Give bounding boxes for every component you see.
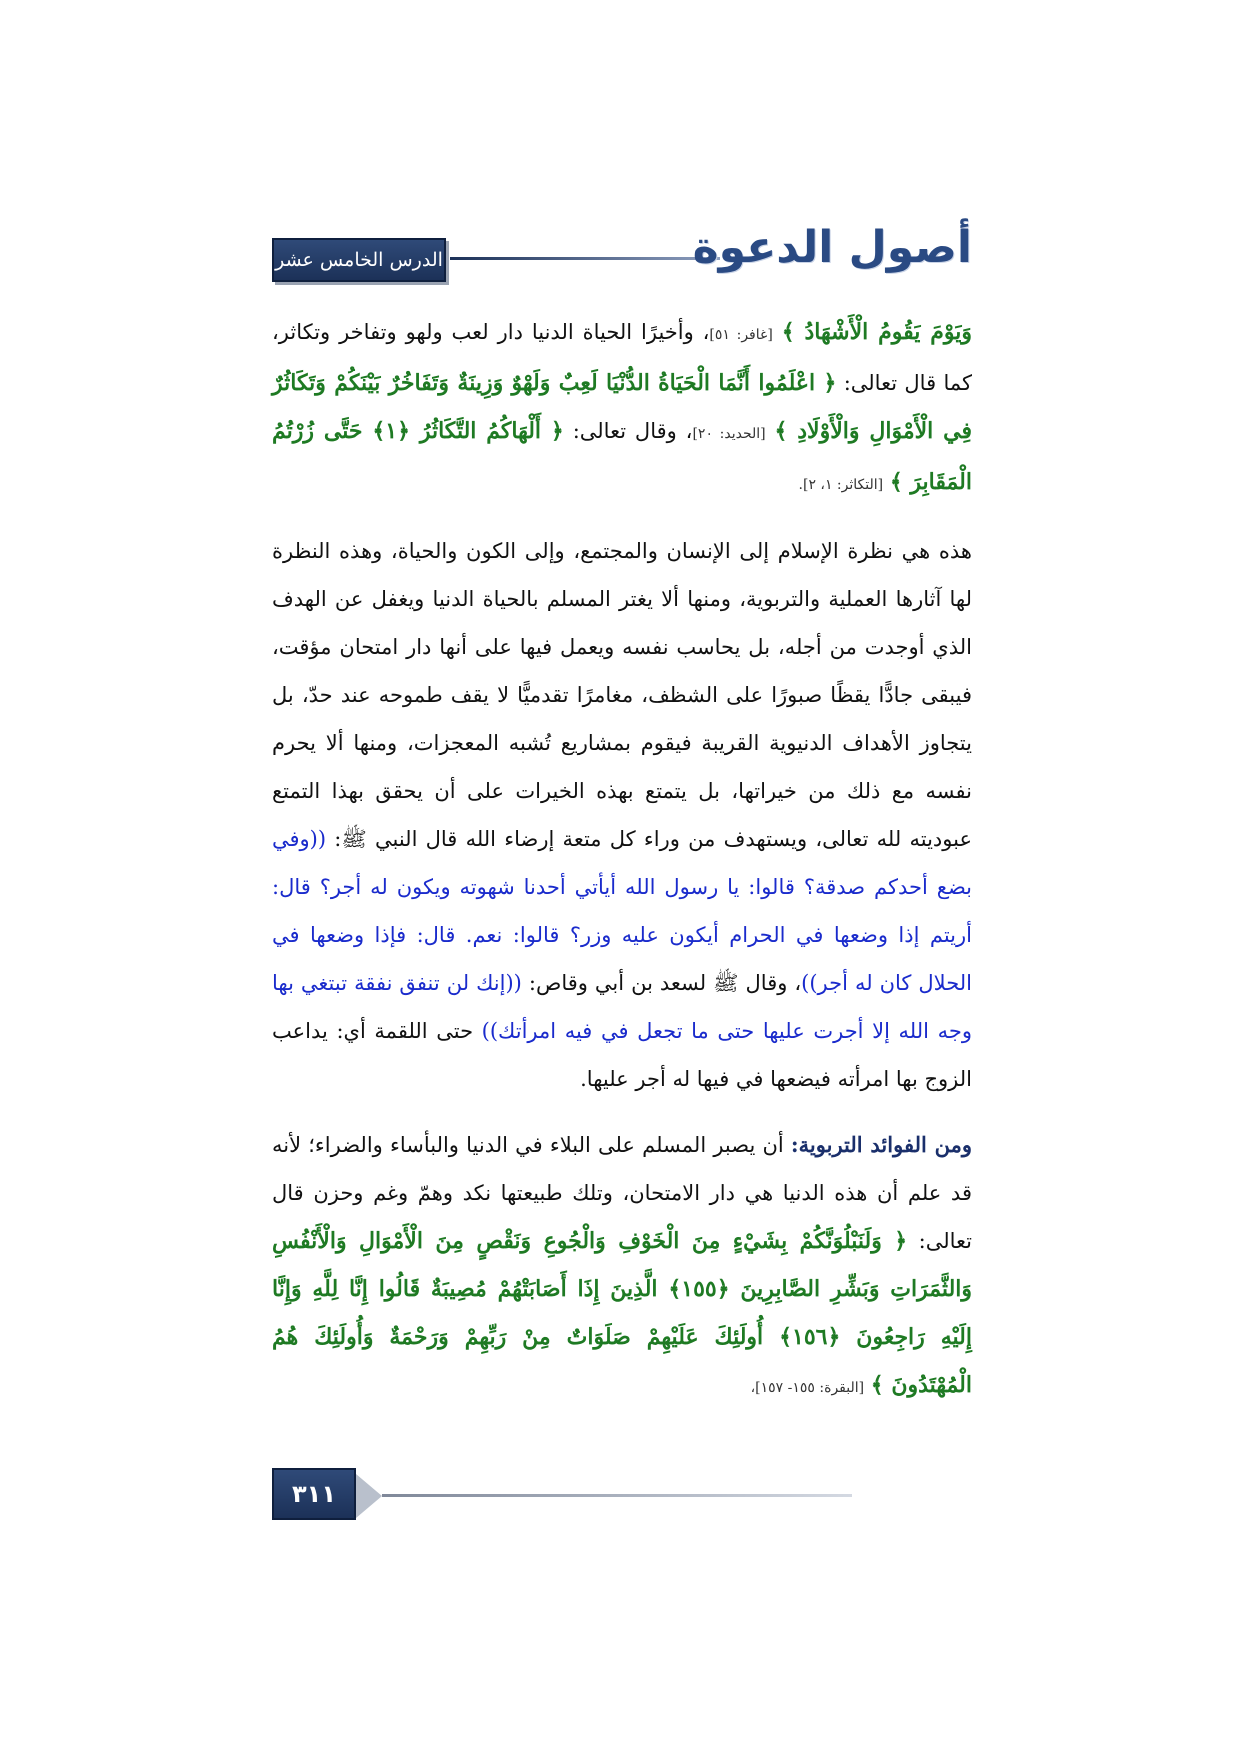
body-text: أن يصبر المسلم على البلاء في الدنيا والبأساء والضراء؛ لأنه قد علم أن هذه الدنيا هي دار الامتحان، وتلك طبيعتها نكد وهمّ وغم وحزن قال تعالى: [272, 1133, 972, 1253]
section-lead: ومن الفوائد التربوية: [790, 1132, 972, 1157]
quran-verse: وَيَوْمَ يَقُومُ الْأَشْهَادُ ﴾ [781, 319, 972, 345]
page-footer [272, 1468, 972, 1520]
quran-verse: ﴿ اعْلَمُوا أَنَّمَا الْحَيَاةُ الدُّنْيَا لَعِبٌ وَلَهْوٌ وَزِينَةٌ وَتَفَاخُرٌ بَيْنَكُمْ وَتَكَاثُرٌ فِي الْأَمْوَالِ وَالْأَوْلَادِ ﴾ [272, 370, 973, 444]
page-content [272, 308, 972, 1412]
quran-verse: ﴿ وَلَنَبْلُوَنَّكُمْ بِشَيْءٍ مِنَ الْخَوْفِ وَالْجُوعِ وَنَقْصٍ مِنَ الْأَمْوَالِ وَالْأَنْفُسِ وَالثَّمَرَاتِ وَبَشِّرِ الصَّابِرِينَ ﴿١٥٥﴾ الَّذِينَ إِذَا أَصَابَتْهُمْ مُصِيبَةٌ قَالُوا إِنَّا لِلَّهِ وَإِنَّا إِلَيْهِ رَاجِعُونَ ﴿١٥٦﴾ أُولَئِكَ عَلَيْهِمْ صَلَوَاتٌ مِنْ رَبِّهِمْ وَرَحْمَةٌ وَأُولَئِكَ هُمُ الْمُهْتَدُونَ ﴾ [272, 1228, 973, 1398]
body-text: ، وأخيرًا الحياة الدنيا دار لعب ولهو وتفاخر وتكاثر، كما قال تعالى: [272, 320, 973, 395]
verse-reference: [الحديد: ٢٠] [692, 426, 766, 442]
verse-reference: [التكاثر: ١، ٢]. [798, 477, 884, 493]
paragraph-3 [272, 1121, 972, 1412]
book-title: أصول الدعوة [692, 222, 972, 273]
body-text: ، وقال ﷺ لسعد بن أبي وقاص: [521, 971, 802, 995]
hadith-quote: ((إنك لن تنفق نفقة تبتغي بها وجه الله إلا أجرت عليها حتى ما تجعل في فيه امرأتك)) [272, 971, 972, 1043]
page-header [272, 222, 972, 288]
page-number: ٣١١ [272, 1468, 356, 1520]
verse-reference: [غافر: ٥١] [709, 327, 773, 343]
body-text: ، وقال تعالى: [563, 419, 693, 443]
body-text: حتى اللقمة أي: يداعب الزوج بها امرأته فيضعها في فيها له أجر عليها. [272, 1019, 972, 1091]
footer-divider [382, 1494, 852, 1497]
verse-reference: [البقرة: ١٥٥- ١٥٧]، [750, 1380, 865, 1396]
lesson-badge: الدرس الخامس عشر [272, 238, 446, 282]
footer-ornament [356, 1474, 382, 1518]
hadith-quote: ((وفي بضع أحدكم صدقة؟ قالوا: يا رسول الله أيأتي أحدنا شهوته ويكون له أجر؟ قال: أريتم إذا وضعها في الحرام أيكون عليه وزر؟ قالوا: نعم. قال: فإذا وضعها في الحلال كان له أجر)) [272, 827, 972, 995]
header-divider [450, 257, 720, 260]
paragraph-2 [272, 527, 972, 1103]
body-text: هذه هي نظرة الإسلام إلى الإنسان والمجتمع، وإلى الكون والحياة، وهذه النظرة لها آثارها العملية والتربوية، ومنها ألا يغتر المسلم بالحياة الدنيا ويغفل عن الهدف الذي أوجدت من أجله، بل يحاسب نفسه ويعمل فيها على أنها دار امتحان مؤقت، فيبقى جادًّا يقظًا صبورًا على الشظف، مغامرًا تقدميًّا لا يقف طموحه عند حدّ، بل يتجاوز الأهداف الدنيوية القريبة فيقوم بمشاريع تُشبه المعجزات، ومنها ألا يحرم نفسه مع ذلك من خيراتها، بل يتمتع بهذه الخيرات على أن يحقق بهذا التمتع عبوديته لله تعالى، ويستهدف من وراء كل متعة إرضاء الله قال النبي ﷺ: [272, 539, 972, 851]
quran-verse: ﴿ أَلْهَاكُمُ التَّكَاثُرُ ﴿١﴾ حَتَّى زُرْتُمُ الْمَقَابِرَ ﴾ [272, 418, 972, 495]
paragraph-1 [272, 308, 972, 509]
